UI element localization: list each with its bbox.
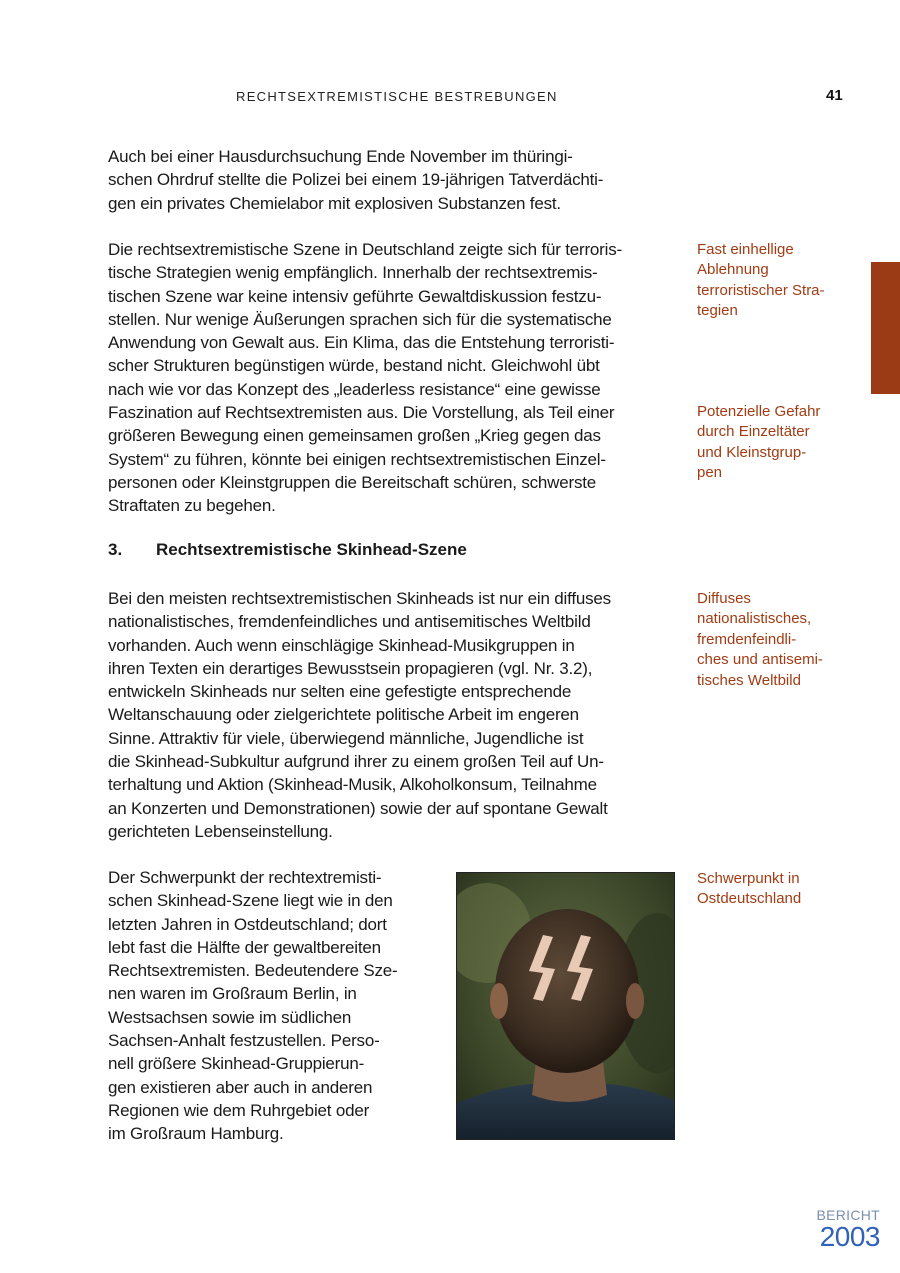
text-line: Straftaten zu begehen. — [108, 496, 276, 516]
text-line: Die rechtsextremistische Szene in Deutschland zeigte sich für terroris- — [108, 240, 622, 259]
margin-note-rejection — [697, 240, 825, 322]
page-number: 41 — [826, 87, 843, 104]
text-line: vorhanden. Auch wenn einschlägige Skinhead-Musikgruppen in — [108, 635, 575, 655]
text-line: gen existieren aber auch in anderen — [108, 1077, 373, 1097]
text-line: stellen. Nur wenige Äußerungen sprachen sich für die systematische — [108, 309, 612, 329]
text-line: Auch bei einer Hausdurchsuchung Ende November im thüringi- — [108, 147, 573, 166]
paragraph-2 — [108, 238, 622, 518]
margin-note-danger — [697, 402, 820, 484]
text-line: Rechtsextremisten. Bedeutendere Sze- — [108, 961, 398, 981]
text-line: nell größere Skinhead-Gruppierun- — [108, 1054, 365, 1074]
text-line: Anwendung von Gewalt aus. Ein Klima, das die Entstehung terroristi- — [108, 333, 615, 353]
running-header-text: RECHTSEXTREMISTISCHE BESTREBUNGEN — [236, 89, 558, 104]
paragraph-3 — [108, 587, 611, 843]
text-line: Regionen wie dem Ruhrgebiet oder — [108, 1100, 370, 1120]
text-line: lebt fast die Hälfte der gewaltbereiten — [108, 937, 381, 957]
chapter-tab-marker — [871, 262, 900, 394]
text-line: tische Strategien wenig empfänglich. Innerhalb der rechtsextremis- — [108, 263, 598, 283]
text-line: letzten Jahren in Ostdeutschland; dort — [108, 914, 387, 934]
text-line: gen ein privates Chemielabor mit explosiven Substanzen fest. — [108, 193, 561, 213]
text-line: schen Ohrdruf stellte die Polizei bei einem 19-jährigen Tatverdächti- — [108, 170, 604, 190]
text-line: Bei den meisten rechtsextremistischen Skinheads ist nur ein diffuses — [108, 589, 611, 608]
logo-year: 2003 — [819, 1221, 880, 1252]
text-line: ihren Texten ein derartiges Bewusstsein propagieren (vgl. Nr. 3.2), — [108, 658, 593, 678]
text-line: schen Skinhead-Szene liegt wie in den — [108, 891, 393, 911]
margin-note-line: Ostdeutschland — [697, 890, 802, 908]
section-title: Rechtsextremistische Skinhead-Szene — [156, 540, 467, 559]
margin-note-line: terroristischer Stra- — [697, 281, 825, 299]
text-line: terhaltung und Aktion (Skinhead-Musik, Alkoholkonsum, Teilnahme — [108, 775, 597, 795]
text-line: Sinne. Attraktiv für viele, überwiegend männliche, Jugendliche ist — [108, 728, 584, 748]
margin-note-line: Ablehnung — [697, 261, 769, 279]
margin-note-worldview — [697, 589, 823, 691]
margin-note-line: Schwerpunkt in — [697, 870, 800, 887]
margin-note-line: Diffuses — [697, 590, 751, 607]
margin-note-line: und Kleinstgrup- — [697, 443, 807, 461]
text-line: System“ zu führen, könnte bei einigen rechtsextremistischen Einzel- — [108, 449, 606, 469]
margin-note-line: pen — [697, 464, 723, 482]
margin-note-line: Potenzielle Gefahr — [697, 403, 821, 420]
text-line: an Konzerten und Demonstrationen) sowie der auf spontane Gewalt — [108, 798, 608, 818]
paragraph-4 — [108, 866, 398, 1146]
text-line: Faszination auf Rechtsextremisten aus. Die Vorstellung, als Teil einer — [108, 403, 615, 423]
text-line: Weltanschauung oder zielgerichtete politische Arbeit im engeren — [108, 705, 579, 725]
margin-note-line: fremdenfeindli- — [697, 630, 797, 648]
margin-note-line: ches und antisemi- — [697, 651, 823, 669]
text-line: größeren Bewegung einen gemeinsamen großen „Krieg gegen das — [108, 426, 601, 446]
text-line: scher Strukturen begünstigen würde, bestand nicht. Gleichwohl übt — [108, 356, 600, 376]
text-line: nach wie vor das Konzept des „leaderless resistance“ eine gewisse — [108, 379, 601, 399]
margin-note-east — [697, 869, 801, 910]
text-line: im Großraum Hamburg. — [108, 1124, 284, 1144]
report-logo — [810, 1207, 880, 1251]
section-number: 3. — [108, 540, 123, 559]
running-header — [236, 89, 558, 104]
logo-word: BERICHT — [816, 1207, 880, 1223]
text-line: Sachsen-Anhalt festzustellen. Perso- — [108, 1031, 380, 1051]
text-line: gerichteten Lebenseinstellung. — [108, 821, 333, 841]
text-line: entwickeln Skinheads nur selten eine gefestigte entsprechende — [108, 682, 572, 702]
margin-note-line: tisches Weltbild — [697, 671, 801, 689]
text-line: nationalistisches, fremdenfeindliches und antisemitisches Weltbild — [108, 612, 591, 632]
text-line: die Skinhead-Subkultur aufgrund ihrer zu einem großen Teil auf Un- — [108, 752, 604, 772]
margin-note-line: Fast einhellige — [697, 241, 794, 258]
text-line: Westsachsen sowie im südlichen — [108, 1007, 352, 1027]
skinhead-photo — [456, 872, 675, 1140]
text-line: tischen Szene war keine intensiv geführte Gewaltdiskussion festzu- — [108, 286, 602, 306]
text-line: nen waren im Großraum Berlin, in — [108, 984, 357, 1004]
margin-note-line: tegien — [697, 302, 738, 320]
section-heading — [108, 540, 467, 560]
margin-note-line: durch Einzeltäter — [697, 423, 810, 441]
text-line: personen oder Kleinstgruppen die Bereitschaft schüren, schwerste — [108, 472, 597, 492]
paragraph-1 — [108, 145, 603, 215]
margin-note-line: nationalistisches, — [697, 610, 812, 628]
text-line: Der Schwerpunkt der rechtextremisti- — [108, 868, 382, 887]
